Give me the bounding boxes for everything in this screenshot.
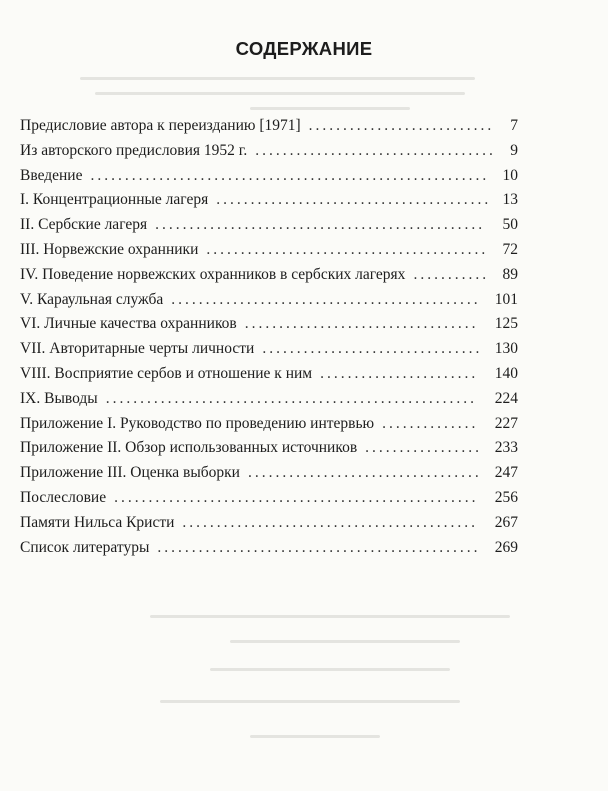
bleed-through-line xyxy=(250,107,410,110)
toc-entry-title: Приложение II. Обзор использованных источников xyxy=(20,439,358,457)
toc-entry xyxy=(20,337,518,362)
toc-entry xyxy=(20,486,518,511)
bleed-through-line xyxy=(150,615,510,618)
toc-page-number: 224 xyxy=(494,389,518,407)
toc-leader-dots: ...................................................... xyxy=(105,389,477,407)
bleed-through-line xyxy=(95,92,465,95)
toc-page-number: 247 xyxy=(494,464,518,482)
toc-leader-dots: ........... xyxy=(413,265,490,283)
toc-leader-dots: ......................................... xyxy=(206,240,489,258)
toc-entry-title: Из авторского предисловия 1952 г. xyxy=(20,141,248,159)
toc-page-number: 267 xyxy=(494,513,518,531)
toc-page-number: 269 xyxy=(494,538,518,556)
toc-leader-dots: ................................... xyxy=(255,141,496,159)
toc-page-number: 227 xyxy=(494,414,518,432)
toc-entry-title: IV. Поведение норвежских охранников в сербских лагерях xyxy=(20,265,406,283)
toc-leader-dots: ........................................ xyxy=(216,191,492,209)
toc-leader-dots: .................................. xyxy=(244,315,479,333)
page-title: СОДЕРЖАНИЕ xyxy=(235,38,373,59)
toc-page-number: 125 xyxy=(494,315,518,333)
toc-leader-dots: ................................ xyxy=(262,340,483,358)
toc-leader-dots: ..................................................... xyxy=(114,488,479,506)
toc-page-number: 101 xyxy=(494,290,518,308)
toc-leader-dots: .................................. xyxy=(247,464,482,482)
toc-leader-dots: .......................................................... xyxy=(90,166,490,184)
toc-entry-title: Предисловие автора к переизданию [1971] xyxy=(20,117,301,134)
toc-leader-dots: ............................................. xyxy=(171,290,481,308)
toc-entry xyxy=(20,263,518,288)
toc-entry xyxy=(20,312,518,337)
toc-leader-dots: ................................................ xyxy=(155,216,486,234)
toc-leader-dots: ....................... xyxy=(320,364,479,382)
toc-entry-title: Послесловие xyxy=(20,488,107,506)
toc-entry-title: Список литературы xyxy=(20,538,150,556)
toc-entry xyxy=(20,536,518,561)
bleed-through-line xyxy=(250,735,380,738)
toc-entry xyxy=(20,139,518,164)
toc-entry-title: Введение xyxy=(20,166,83,184)
toc-page-number: 50 xyxy=(502,216,518,234)
toc-page-number: 130 xyxy=(494,340,518,358)
table-of-contents xyxy=(20,114,518,560)
toc-entry-title: III. Норвежские охранники xyxy=(20,240,199,258)
toc-entry xyxy=(20,288,518,313)
toc-entry-title: Памяти Нильса Кристи xyxy=(20,513,175,531)
toc-page-number: 13 xyxy=(502,191,518,209)
bleed-through-line xyxy=(210,668,450,671)
toc-page-number: 89 xyxy=(502,265,518,283)
toc-page-number: 9 xyxy=(510,141,518,159)
bleed-through-line xyxy=(160,700,460,703)
toc-leader-dots: ........................... xyxy=(308,117,495,134)
toc-entry xyxy=(20,511,518,536)
toc-leader-dots: ................. xyxy=(365,439,483,457)
toc-page-number: 256 xyxy=(494,488,518,506)
toc-entry xyxy=(20,412,518,437)
toc-entry xyxy=(20,114,518,139)
toc-entry xyxy=(20,461,518,486)
toc-entry-title: VI. Личные качества охранников xyxy=(20,315,237,333)
toc-leader-dots: ............................................... xyxy=(157,538,481,556)
toc-entry-title: I. Концентрационные лагеря xyxy=(20,191,209,209)
toc-entry xyxy=(20,436,518,461)
bleed-through-line xyxy=(80,77,475,80)
toc-entry xyxy=(20,387,518,412)
toc-page-number: 233 xyxy=(494,439,518,457)
toc-leader-dots: .............. xyxy=(382,414,479,432)
toc-entry-title: Приложение I. Руководство по проведению интервью xyxy=(20,414,375,432)
toc-entry xyxy=(20,238,518,263)
toc-page-number: 10 xyxy=(502,166,518,184)
toc-entry xyxy=(20,213,518,238)
toc-entry-title: II. Сербские лагеря xyxy=(20,216,148,234)
toc-entry xyxy=(20,188,518,213)
toc-page-number: 72 xyxy=(502,240,518,258)
toc-entry-title: VII. Авторитарные черты личности xyxy=(20,340,255,358)
toc-entry-title: VIII. Восприятие сербов и отношение к ним xyxy=(20,364,313,382)
toc-page-number: 7 xyxy=(510,117,518,134)
toc-entry-title: V. Караульная служба xyxy=(20,290,164,308)
toc-entry-title: Приложение III. Оценка выборки xyxy=(20,464,240,482)
toc-page-number: 140 xyxy=(494,364,518,382)
bleed-through-line xyxy=(230,640,460,643)
toc-entry xyxy=(20,164,518,189)
toc-leader-dots: ........................................... xyxy=(182,513,479,531)
toc-entry xyxy=(20,362,518,387)
toc-entry-title: IX. Выводы xyxy=(20,389,98,407)
